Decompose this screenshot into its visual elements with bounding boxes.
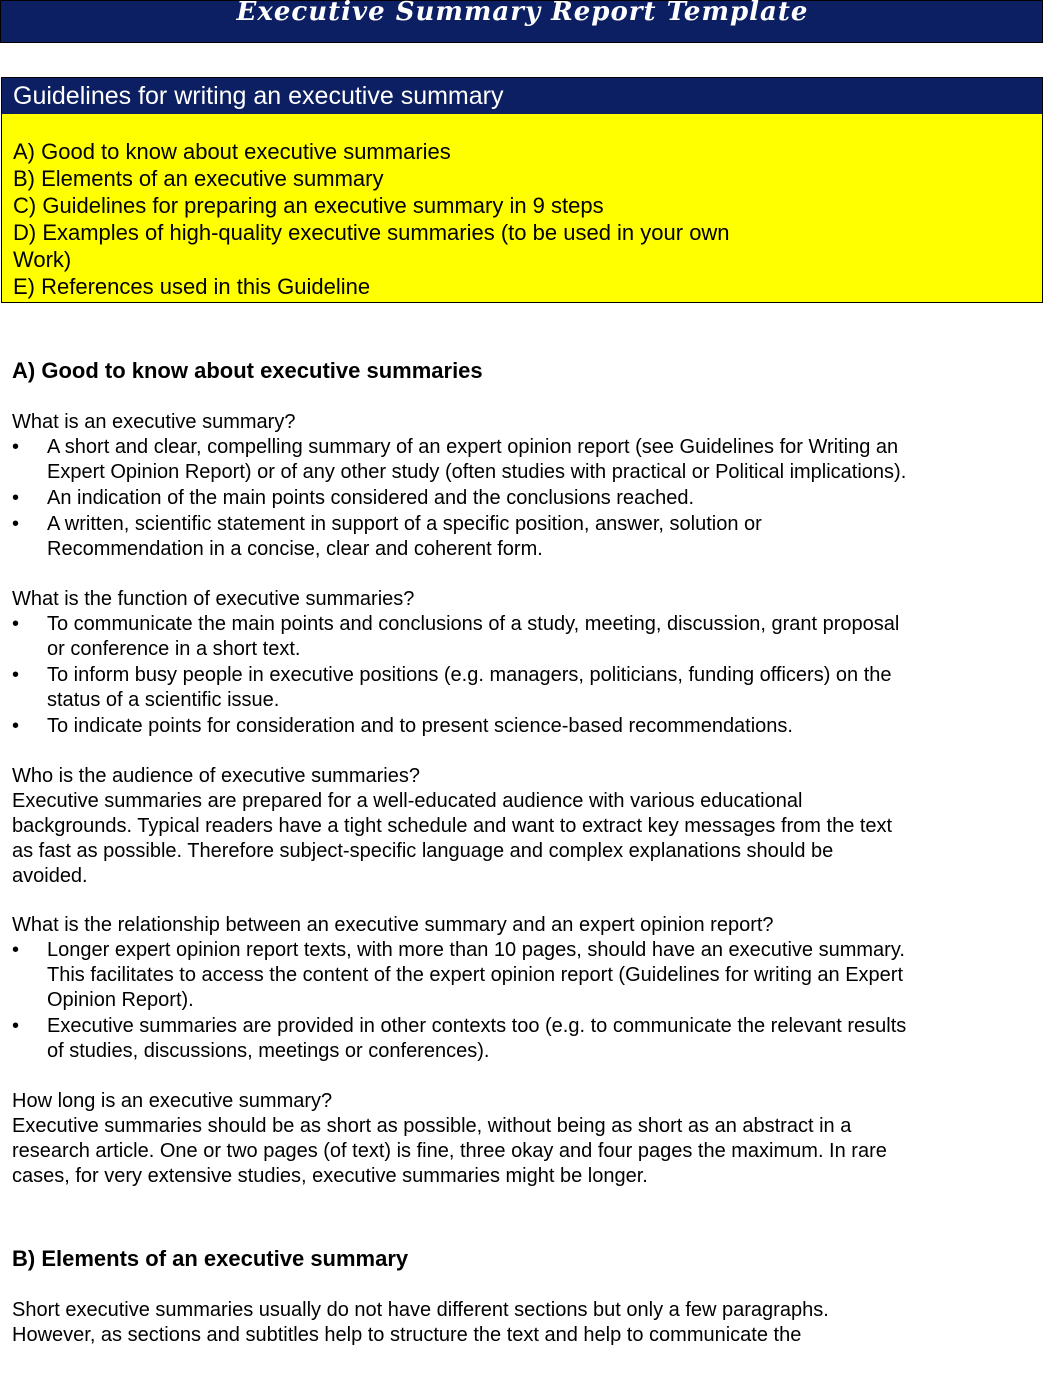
bullet-item: • To communicate the main points and conclusions of a study, meeting, discussion, grant proposal or conference in a short text.: [12, 612, 912, 662]
bullet-item: • To inform busy people in executive positions (e.g. managers, politicians, funding officers) on the status of a scientific issue.: [12, 663, 912, 713]
guidelines-item-e: E) References used in this Guideline: [13, 274, 371, 299]
guidelines-item-b: B) Elements of an executive summary: [13, 166, 384, 191]
bullet-item: • An indication of the main points considered and the conclusions reached.: [12, 486, 912, 511]
bullet-item: • To indicate points for consideration and to present science-based recommendations.: [12, 714, 912, 739]
document-body: [12, 356, 912, 1348]
question-what-is: What is an executive summary?: [12, 411, 296, 433]
section-a-heading: A) Good to know about executive summaries: [12, 358, 483, 383]
question-length: How long is an executive summary?: [12, 1090, 333, 1112]
title-bar: [0, 0, 1043, 43]
question-relationship: What is the relationship between an executive summary and an expert opinion report?: [12, 914, 774, 936]
document-title: Executive Summary Report Template: [236, 0, 809, 27]
question-audience: Who is the audience of executive summaries?: [12, 765, 420, 787]
relationship-bullets: [12, 938, 912, 1064]
question-function: What is the function of executive summaries?: [12, 588, 415, 610]
audience-paragraph: Executive summaries are prepared for a well-educated audience with various educational backgrounds. Typical readers have a tight schedule and want to extract key messages from the text as fast as possible. Therefore subject-specific language and complex explanations should be avoided.: [12, 790, 893, 887]
guidelines-box: [1, 77, 1043, 303]
bullet-item: • Executive summaries are provided in other contexts too (e.g. to communicate the relevant results of studies, discussions, meetings or conferences).: [12, 1014, 912, 1064]
guidelines-item-a: A) Good to know about executive summaries: [13, 139, 451, 164]
function-bullets: [12, 612, 912, 739]
bullet-item: • A short and clear, compelling summary of an expert opinion report (see Guidelines for Writing an Expert Opinion Report) or of any other study (often studies with practical or Political implications).: [12, 435, 912, 485]
length-paragraph: Executive summaries should be as short as possible, without being as short as an abstract in a research article. One or two pages (of text) is fine, three okay and four pages the maximum. In rare cases, for very extensive studies, executive summaries might be longer.: [12, 1115, 887, 1187]
bullet-item: • Longer expert opinion report texts, with more than 10 pages, should have an executive summary. This facilitates to access the content of the expert opinion report (Guidelines for writing an Expert Opinion Report).: [12, 938, 912, 1013]
guidelines-item-d: D) Examples of high-quality executive summaries (to be used in your own Work): [13, 220, 730, 272]
guidelines-heading: Guidelines for writing an executive summary: [2, 78, 1042, 114]
what-is-bullets: [12, 435, 912, 562]
guidelines-item-c: C) Guidelines for preparing an executive summary in 9 steps: [13, 193, 604, 218]
guidelines-list: [2, 114, 793, 300]
section-b-heading: B) Elements of an executive summary: [12, 1246, 409, 1271]
section-b-paragraph: Short executive summaries usually do not have different sections but only a few paragraphs. However, as sections and subtitles help to structure the text and help to communicate the: [12, 1299, 829, 1346]
bullet-item: • A written, scientific statement in support of a specific position, answer, solution or Recommendation in a concise, clear and coherent form.: [12, 512, 912, 562]
